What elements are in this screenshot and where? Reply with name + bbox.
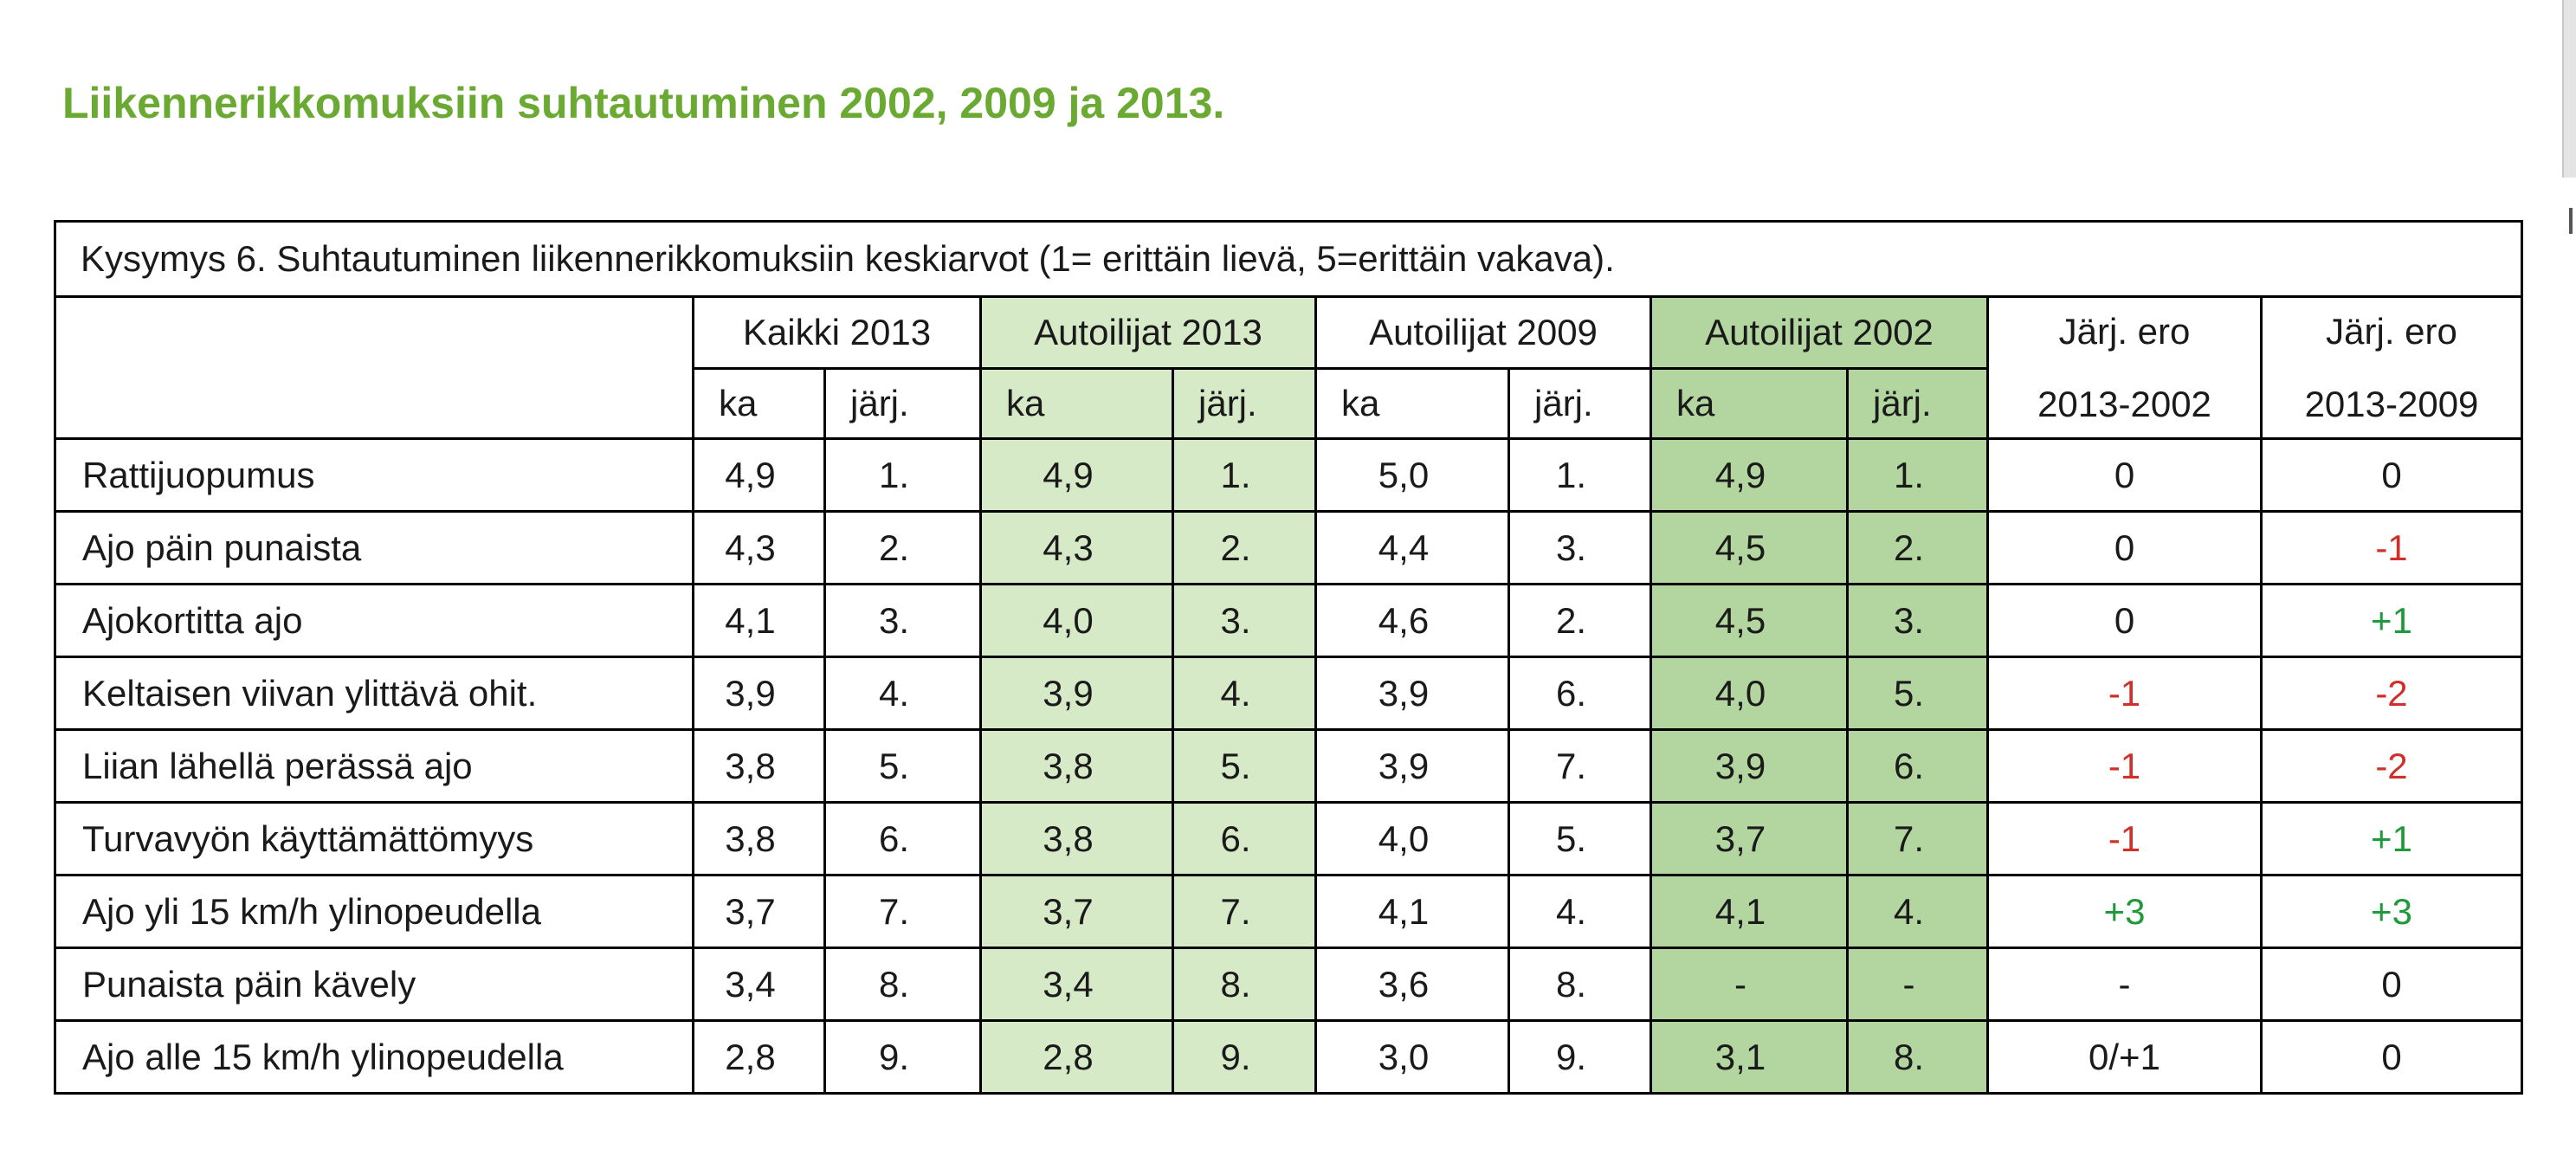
mean-cell: 3,9 <box>1316 657 1509 730</box>
rank-cell: 2. <box>1509 585 1651 657</box>
group-header-kaikki-2013: Kaikki 2013 <box>694 297 981 369</box>
subheader-ka: ka <box>1316 369 1509 439</box>
group-header-autoilijat-2013: Autoilijat 2013 <box>981 297 1316 369</box>
mean-cell: 4,6 <box>1316 585 1509 657</box>
row-label: Ajo päin punaista <box>55 512 694 585</box>
rank-difference-cell: 0 <box>2262 439 2522 512</box>
rank-cell: 2. <box>825 512 981 585</box>
mean-cell: 3,8 <box>981 803 1173 875</box>
mean-cell: 4,0 <box>1651 657 1848 730</box>
mean-cell: 4,5 <box>1651 585 1848 657</box>
rank-difference-cell: 0/+1 <box>1988 1021 2262 1094</box>
rank-cell: 4. <box>825 657 981 730</box>
subheader-jarj: järj. <box>1173 369 1316 439</box>
mean-cell: 4,9 <box>981 439 1173 512</box>
rank-difference-cell: -2 <box>2262 657 2522 730</box>
diff-header-line1: Järj. ero <box>2326 310 2457 352</box>
rank-cell: 3. <box>1509 512 1651 585</box>
mean-cell: 3,8 <box>694 803 825 875</box>
group-header-autoilijat-2002: Autoilijat 2002 <box>1651 297 1988 369</box>
mean-cell: 4,3 <box>981 512 1173 585</box>
row-label-header <box>55 297 694 439</box>
rank-difference-cell: -1 <box>1988 803 2262 875</box>
rank-cell: 6. <box>825 803 981 875</box>
ranking-table-container <box>54 220 2523 1095</box>
mean-cell: 5,0 <box>1316 439 1509 512</box>
rank-difference-cell: -1 <box>2262 512 2522 585</box>
subheader-jarj: järj. <box>1848 369 1988 439</box>
table-row <box>55 585 2522 657</box>
mean-cell: 3,9 <box>1316 730 1509 803</box>
mean-cell: 3,6 <box>1316 948 1509 1021</box>
mean-cell: 4,0 <box>1316 803 1509 875</box>
table-row <box>55 803 2522 875</box>
rank-cell: 2. <box>1848 512 1988 585</box>
mean-cell: 3,8 <box>981 730 1173 803</box>
mean-cell: 3,4 <box>694 948 825 1021</box>
rank-cell: 4. <box>1848 875 1988 948</box>
mean-cell: 3,9 <box>981 657 1173 730</box>
row-label: Liian lähellä perässä ajo <box>55 730 694 803</box>
mean-cell: 4,9 <box>1651 439 1848 512</box>
table-row <box>55 948 2522 1021</box>
rank-cell: 7. <box>1173 875 1316 948</box>
rank-cell: 5. <box>1173 730 1316 803</box>
mean-cell: 3,7 <box>981 875 1173 948</box>
rank-cell: 7. <box>1848 803 1988 875</box>
mean-cell: - <box>1651 948 1848 1021</box>
rank-cell: 8. <box>825 948 981 1021</box>
rank-cell: 7. <box>825 875 981 948</box>
ranking-table <box>54 220 2523 1095</box>
rank-cell: 8. <box>1173 948 1316 1021</box>
rank-difference-cell: 0 <box>2262 948 2522 1021</box>
rank-cell: 5. <box>825 730 981 803</box>
subheader-ka: ka <box>1651 369 1848 439</box>
mean-cell: 3,7 <box>1651 803 1848 875</box>
mean-cell: 3,4 <box>981 948 1173 1021</box>
rank-cell: 9. <box>1173 1021 1316 1094</box>
rank-cell: 1. <box>1173 439 1316 512</box>
mean-cell: 4,1 <box>1651 875 1848 948</box>
rank-cell: 1. <box>825 439 981 512</box>
diff-header-line2: 2013-2009 <box>2304 383 2479 424</box>
rank-difference-cell: +3 <box>1988 875 2262 948</box>
mean-cell: 3,7 <box>694 875 825 948</box>
rank-difference-cell: -1 <box>1988 730 2262 803</box>
rank-difference-cell: 0 <box>2262 1021 2522 1094</box>
rank-cell: 3. <box>1848 585 1988 657</box>
mean-cell: 3,9 <box>694 657 825 730</box>
diff-header-line1: Järj. ero <box>2058 310 2191 352</box>
rank-cell: 4. <box>1173 657 1316 730</box>
rank-cell: 3. <box>1173 585 1316 657</box>
row-label: Ajo alle 15 km/h ylinopeudella <box>55 1021 694 1094</box>
group-header-autoilijat-2009: Autoilijat 2009 <box>1316 297 1651 369</box>
rank-difference-cell: 0 <box>1988 585 2262 657</box>
rank-cell: 1. <box>1848 439 1988 512</box>
subheader-ka: ka <box>981 369 1173 439</box>
mean-cell: 3,0 <box>1316 1021 1509 1094</box>
mean-cell: 4,0 <box>981 585 1173 657</box>
rank-cell: 4. <box>1509 875 1651 948</box>
mean-cell: 3,1 <box>1651 1021 1848 1094</box>
rank-difference-cell: -2 <box>2262 730 2522 803</box>
rank-cell: - <box>1848 948 1988 1021</box>
row-label: Ajo yli 15 km/h ylinopeudella <box>55 875 694 948</box>
mean-cell: 3,8 <box>694 730 825 803</box>
table-row <box>55 439 2522 512</box>
row-label: Turvavyön käyttämättömyys <box>55 803 694 875</box>
row-label: Ajokortitta ajo <box>55 585 694 657</box>
row-label: Rattijuopumus <box>55 439 694 512</box>
rank-difference-cell: +3 <box>2262 875 2522 948</box>
window-scrollbar-edge[interactable] <box>2562 0 2576 178</box>
mean-cell: 4,5 <box>1651 512 1848 585</box>
table-row <box>55 730 2522 803</box>
rank-cell: 9. <box>1509 1021 1651 1094</box>
row-label: Keltaisen viivan ylittävä ohit. <box>55 657 694 730</box>
rank-cell: 3. <box>825 585 981 657</box>
mean-cell: 4,3 <box>694 512 825 585</box>
rank-cell: 1. <box>1509 439 1651 512</box>
diff-header-2013-2002 <box>1988 297 2262 439</box>
mean-cell: 4,4 <box>1316 512 1509 585</box>
diff-header-line2: 2013-2002 <box>2037 383 2211 424</box>
rank-cell: 8. <box>1509 948 1651 1021</box>
rank-cell: 5. <box>1848 657 1988 730</box>
mean-cell: 3,9 <box>1651 730 1848 803</box>
rank-difference-cell: 0 <box>1988 439 2262 512</box>
mean-cell: 4,1 <box>694 585 825 657</box>
mean-cell: 2,8 <box>694 1021 825 1094</box>
rank-difference-cell: -1 <box>1988 657 2262 730</box>
rank-cell: 6. <box>1173 803 1316 875</box>
diff-header-2013-2009 <box>2262 297 2522 439</box>
subheader-jarj: järj. <box>1509 369 1651 439</box>
rank-cell: 6. <box>1509 657 1651 730</box>
page-title: Liikennerikkomuksiin suhtautuminen 2002, 2009 ja 2013. <box>62 79 1225 127</box>
rank-difference-cell: - <box>1988 948 2262 1021</box>
mean-cell: 2,8 <box>981 1021 1173 1094</box>
rank-cell: 2. <box>1173 512 1316 585</box>
mean-cell: 4,9 <box>694 439 825 512</box>
table-row <box>55 512 2522 585</box>
subheader-ka: ka <box>694 369 825 439</box>
rank-difference-cell: 0 <box>1988 512 2262 585</box>
row-label: Punaista päin kävely <box>55 948 694 1021</box>
scrollbar-marker <box>2569 208 2573 234</box>
rank-cell: 9. <box>825 1021 981 1094</box>
rank-cell: 6. <box>1848 730 1988 803</box>
table-caption: Kysymys 6. Suhtautuminen liikennerikkomuksiin keskiarvot (1= erittäin lievä, 5=erittäin vakava). <box>55 222 2522 297</box>
table-row <box>55 875 2522 948</box>
subheader-jarj: järj. <box>825 369 981 439</box>
rank-cell: 7. <box>1509 730 1651 803</box>
rank-difference-cell: +1 <box>2262 803 2522 875</box>
table-row <box>55 657 2522 730</box>
rank-difference-cell: +1 <box>2262 585 2522 657</box>
rank-cell: 8. <box>1848 1021 1988 1094</box>
mean-cell: 4,1 <box>1316 875 1509 948</box>
rank-cell: 5. <box>1509 803 1651 875</box>
table-row <box>55 1021 2522 1094</box>
